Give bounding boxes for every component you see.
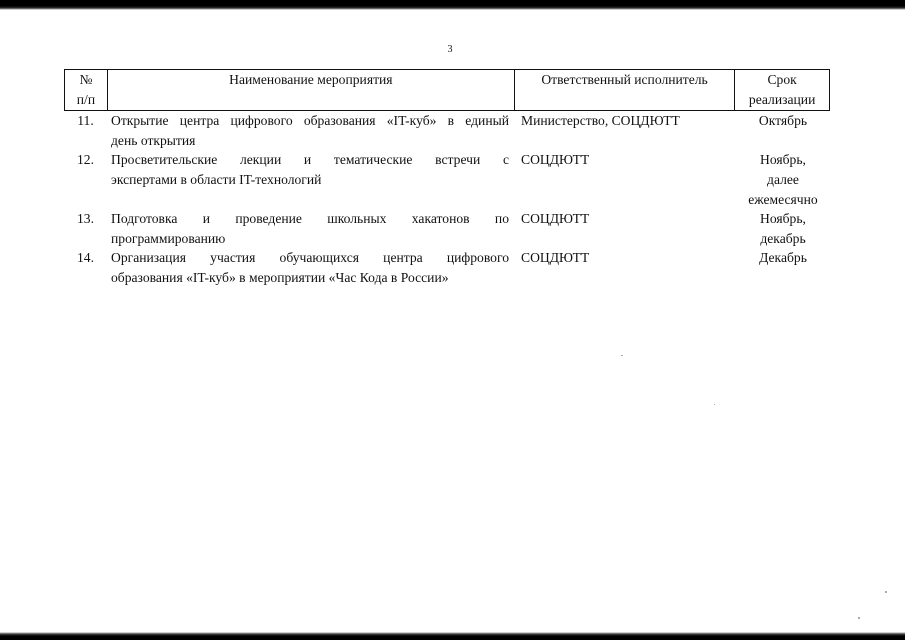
row-responsible: СОЦДЮТТ — [521, 152, 590, 167]
row-event-line: Открытие центра цифрового образования «IT-куб» в единый — [111, 113, 509, 128]
row-number: 12. — [77, 152, 94, 167]
row-responsible: Министерство, СОЦДЮТТ — [521, 113, 680, 128]
header-term-line: реализации — [748, 92, 816, 107]
page-number: 3 — [447, 44, 453, 55]
row-number: 13. — [77, 211, 94, 226]
row-event-line: Подготовка и проведение школьных хакатонов по — [111, 211, 509, 226]
row-event-line: Организация участия обучающихся центра цифрового — [111, 250, 509, 265]
header-num — [65, 70, 108, 110]
row-term — [736, 111, 830, 150]
scan-edge-bottom — [0, 632, 905, 640]
row-term — [736, 150, 830, 209]
scan-speck — [714, 404, 715, 405]
row-number: 14. — [77, 250, 94, 265]
row-term-line: декабрь — [760, 231, 806, 246]
row-event-line: Просветительские лекции и тематические встречи с — [111, 152, 509, 167]
row-responsible: СОЦДЮТТ — [521, 211, 590, 226]
events-table — [64, 69, 830, 288]
scan-speck — [858, 617, 860, 619]
row-event-line: экспертами в области IT-технологий — [111, 172, 322, 187]
table-row — [64, 111, 830, 150]
scan-edge-top — [0, 0, 905, 10]
header-num-line: № — [79, 72, 93, 87]
row-term-line: далее — [767, 172, 799, 187]
table-row — [64, 150, 830, 209]
row-number: 11. — [77, 113, 94, 128]
row-term-line: Декабрь — [759, 250, 807, 265]
row-event-line: день открытия — [111, 133, 196, 148]
row-event-line: образования «IT-куб» в мероприятии «Час Кода в России» — [111, 270, 449, 285]
table-header — [64, 69, 830, 111]
row-term-line: Ноябрь, — [760, 211, 806, 226]
row-event-name — [107, 111, 515, 150]
header-term — [735, 70, 829, 110]
scan-speck — [621, 355, 623, 356]
scan-speck — [885, 591, 887, 593]
row-term-line: Ноябрь, — [760, 152, 806, 167]
table-row — [64, 209, 830, 248]
row-event-name — [107, 248, 515, 288]
row-responsible: СОЦДЮТТ — [521, 250, 590, 265]
row-term — [736, 248, 830, 288]
row-term — [736, 209, 830, 248]
header-event-name: Наименование мероприятия — [108, 70, 515, 110]
row-term-line: Октябрь — [758, 113, 808, 128]
row-event-line: программированию — [111, 231, 226, 246]
row-event-name — [107, 150, 515, 209]
header-responsible: Ответственный исполнитель — [515, 70, 735, 110]
row-event-name — [107, 209, 515, 248]
header-num-line: п/п — [76, 92, 96, 107]
header-term-line: Срок — [767, 72, 797, 87]
table-row — [64, 248, 830, 288]
row-term-line: ежемесячно — [748, 192, 818, 207]
